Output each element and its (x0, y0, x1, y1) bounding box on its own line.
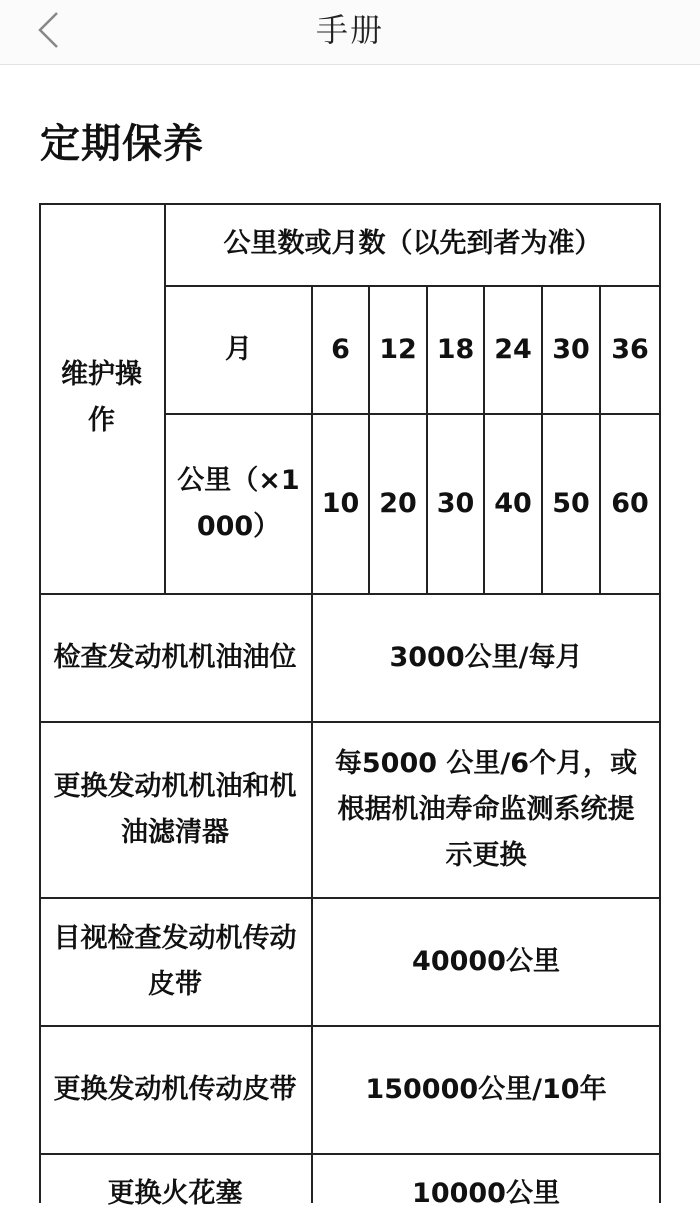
row-operation: 检查发动机机油油位 (39, 595, 313, 723)
maintenance-table (39, 203, 661, 1209)
km-col: 60 (601, 415, 661, 595)
row-operation: 目视检查发动机传动皮带 (39, 899, 313, 1027)
month-col: 6 (313, 287, 370, 415)
month-label: 月 (166, 287, 313, 415)
km-col: 50 (543, 415, 601, 595)
row-interval: 10000公里 (313, 1155, 661, 1203)
row-interval: 40000公里 (313, 899, 661, 1027)
month-col: 36 (601, 287, 661, 415)
km-col: 10 (313, 415, 370, 595)
km-col: 40 (485, 415, 543, 595)
month-col: 18 (428, 287, 485, 415)
row-interval: 3000公里/每月 (313, 595, 661, 723)
km-col: 20 (370, 415, 428, 595)
row-operation: 更换火花塞 (39, 1155, 313, 1203)
month-col: 24 (485, 287, 543, 415)
km-col: 30 (428, 415, 485, 595)
row-operation: 更换发动机传动皮带 (39, 1027, 313, 1155)
interval-span-header: 公里数或月数（以先到者为准） (166, 203, 661, 287)
nav-bar (0, 0, 700, 65)
page-title: 定期保养 (40, 121, 204, 167)
month-col: 12 (370, 287, 428, 415)
row-interval: 每5000 公里/6个月，或根据机油寿命监测系统提示更换 (313, 723, 661, 899)
month-col: 30 (543, 287, 601, 415)
nav-title: 手册 (315, 11, 384, 49)
row-interval: 150000公里/10年 (313, 1027, 661, 1155)
row-operation: 更换发动机机油和机油滤清器 (39, 723, 313, 899)
km-label: 公里（×1000） (166, 415, 313, 595)
operation-header: 维护操作 (39, 203, 166, 595)
